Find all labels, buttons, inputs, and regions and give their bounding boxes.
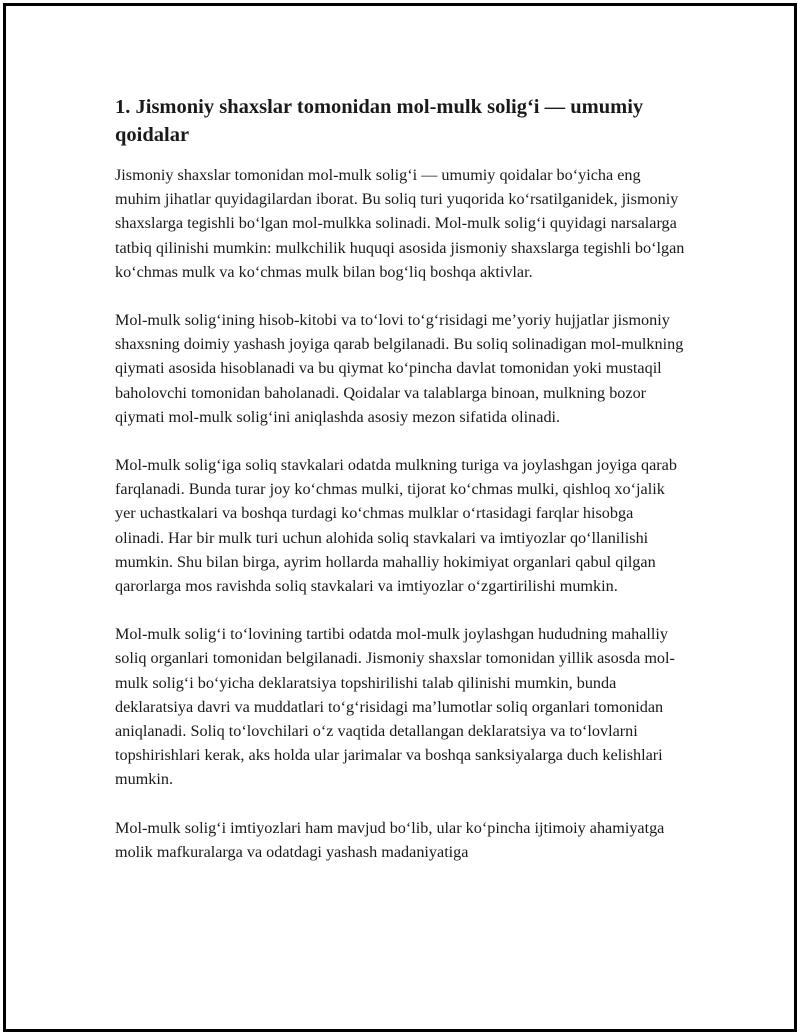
paragraph-1: Jismoniy shaxslar tomonidan mol-mulk solig‘i — umumiy qoidalar bo‘yicha eng muhim jihatlar quyidagilardan iborat. Bu soliq turi yuqorida ko‘rsatilganidek, jismoniy shaxslarga tegishli bo‘lgan mol-mulkka solinadi. Mol-mulk solig‘i quyidagi narsalarga tatbiq qilinishi mumkin: mulkchilik huquqi asosida jismoniy shaxslarga tegishli bo‘lgan ko‘chmas mulk va ko‘chmas mulk bilan bog‘liq boshqa aktivlar. <box>115 166 685 281</box>
paragraph-5: Mol-mulk solig‘i imtiyozlari ham mavjud bo‘lib, ular ko‘pincha ijtimoiy ahamiyatga molik mafkuralarga va odatdagi yashash madaniyatiga <box>115 818 665 861</box>
paragraph-4: Mol-mulk solig‘i to‘lovining tartibi odatda mol-mulk joylashgan hududning mahalliy soliq organlari tomonidan belgilanadi. Jismoniy shaxslar tomonidan yillik asosda mol-mulk solig‘i bo‘yicha deklaratsiya topshirilishi talab qilinishi mumkin, bunda deklaratsiya davri va muddatlari to‘g‘risidagi ma’lumotlar soliq organlari tomonidan aniqlanadi. Soliq to‘lovchilari o‘z vaqtida detallangan deklaratsiya va to‘lovlarni topshirishlari kerak, aks holda ular jarimalar va boshqa sanksiyalarga duch kelishlari mumkin. <box>115 625 675 789</box>
document-body <box>115 93 685 888</box>
section-heading: 1. Jismoniy shaxslar tomonidan mol-mulk solig‘i — umumiy qoidalar <box>115 96 644 146</box>
paragraph-2: Mol-mulk solig‘ining hisob-kitobi va to‘lovi to‘g‘risidagi me’yoriy hujjatlar jismoniy shaxsning doimiy yashash joyiga qarab belgilanadi. Bu soliq solinadigan mol-mulkning qiymati asosida hisoblanadi va bu qiymat ko‘pincha davlat tomonidan yoki mustaqil baholovchi tomonidan baholanadi. Qoidalar va talablarga binoan, mulkning bozor qiymati mol-mulk solig‘ini aniqlashda asosiy mezon sifatida olinadi. <box>115 311 684 426</box>
paragraph-3: Mol-mulk solig‘iga soliq stavkalari odatda mulkning turiga va joylashgan joyiga qarab farqlanadi. Bunda turar joy ko‘chmas mulki, tijorat ko‘chmas mulki, qishloq xo‘jalik yer uchastkalari va boshqa turdagi ko‘chmas mulklar o‘rtasidagi farqlar hisobga olinadi. Har bir mulk turi uchun alohida soliq stavkalari va imtiyozlar qo‘llanilishi mumkin. Shu bilan birga, ayrim hollarda mahalliy hokimiyat organlari qabul qilgan qarorlarga mos ravishda soliq stavkalari va imtiyozlar o‘zgartirilishi mumkin. <box>115 456 677 596</box>
